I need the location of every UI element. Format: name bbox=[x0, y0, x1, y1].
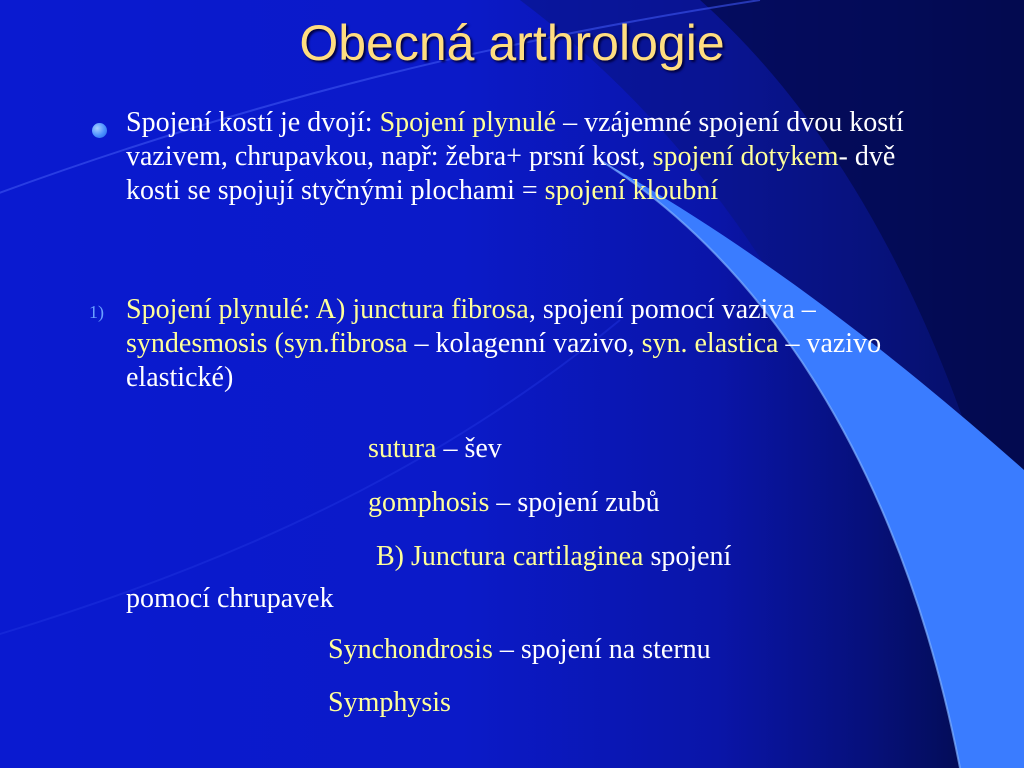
line-gomphosis: gomphosis – spojení zubů bbox=[368, 487, 660, 518]
bullet-spojeni-kosti: Spojení kostí je dvojí: Spojení plynulé – vzájemné spojení dvou kostí vazivem, chrupavkou, např: žebra+ prsní kost, spojení dotykem- dvě kosti se spojují styčnými plochami = spojení kloubní bbox=[126, 107, 904, 206]
line-symphysis: Symphysis bbox=[328, 687, 451, 718]
line-synchondrosis: Synchondrosis – spojení na sternu bbox=[328, 634, 711, 665]
bullet-spojeni-plynule: Spojení plynulé: A) junctura fibrosa, spojení pomocí vaziva –syndesmosis (syn.fibrosa – kolagenní vazivo, syn. elastica – vazivo elastické) bbox=[126, 294, 882, 393]
slide-title: Obecná arthrologie bbox=[299, 15, 725, 71]
line-junctura-cartilaginea: B) Junctura cartilaginea spojení bbox=[376, 541, 732, 572]
bullet-dot-icon bbox=[92, 123, 107, 138]
bullet-number-marker: 1) bbox=[89, 302, 104, 322]
line-pomoci-chrupavek: pomocí chrupavek bbox=[126, 583, 334, 614]
line-sutura: sutura – šev bbox=[368, 433, 502, 464]
